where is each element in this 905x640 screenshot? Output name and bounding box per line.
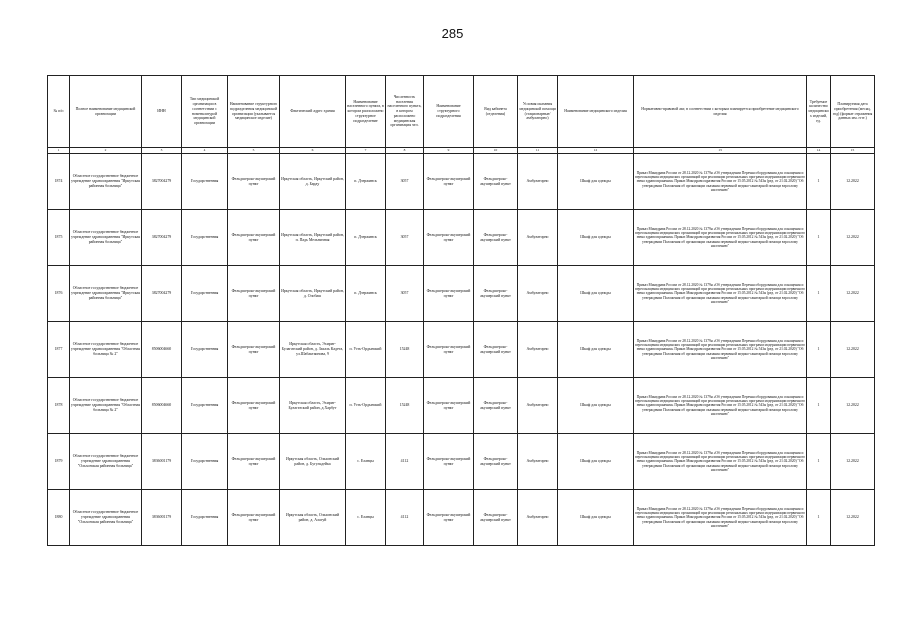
device-name: Шкаф для одежды — [558, 266, 634, 322]
unit-name: Фельдшерско-акушерский пункт — [228, 210, 280, 266]
planned-date: 12.2022 — [831, 322, 875, 378]
unit-name: Фельдшерско-акушерский пункт — [228, 490, 280, 546]
unit-name: Фельдшерско-акушерский пункт — [228, 434, 280, 490]
header-cell: Вид кабинета (отделения) — [474, 76, 518, 148]
column-number: 8 — [386, 148, 424, 154]
table-row — [48, 266, 875, 322]
address: Иркутская область, Эхирит-Булагатский район, д.Харбут — [280, 378, 346, 434]
device-name: Шкаф для одежды — [558, 210, 634, 266]
subdivision: Фельдшерско-акушерский пункт — [424, 378, 474, 434]
organization-name: Областное государственное бюджетное учреждение здравоохранения "Областная больница № 2" — [70, 322, 142, 378]
header-cell: Нормативно-правовой акт, в соответствии с которым планируется приобретение медицинского изделия — [634, 76, 807, 148]
column-number: 2 — [70, 148, 142, 154]
legal-act: Приказ Минздрава России от 28.12.2020 № 1379н «Об утверждении Перечня оборудования для оснащения и переоснащения медицинских организаций при реализации региональных программ модернизации первичного звена здравоохранения» Приказ Минздравсоцразвития России от 15.05.2012 № 543н (ред. от 21.02.2020) "Об утверждении Положения об организации оказания первичной медико-санитарной помощи взрослому населению" — [634, 322, 807, 378]
inn: 3836001179 — [142, 434, 182, 490]
table-row — [48, 434, 875, 490]
column-number: 13 — [634, 148, 807, 154]
subdivision: Фельдшерско-акушерский пункт — [424, 266, 474, 322]
subdivision: Фельдшерско-акушерский пункт — [424, 490, 474, 546]
cabinet-type: Фельдшерско-акушерский пункт — [474, 490, 518, 546]
table-row — [48, 322, 875, 378]
population: 4112 — [386, 434, 424, 490]
row-number: 1879 — [48, 434, 70, 490]
column-number: 7 — [346, 148, 386, 154]
column-number: 10 — [474, 148, 518, 154]
header-cell: Тип медицинской организации в соответствии с номенклатурой медицинской организации — [182, 76, 228, 148]
unit-name: Фельдшерско-акушерский пункт — [228, 378, 280, 434]
column-number: 15 — [831, 148, 875, 154]
organization-name: Областное государственное бюджетное учреждение здравоохранения "Ольхонская районная больница" — [70, 490, 142, 546]
organization-type: Государственная — [182, 322, 228, 378]
quantity: 1 — [807, 322, 831, 378]
subdivision: Фельдшерско-акушерский пункт — [424, 210, 474, 266]
planned-date: 12.2022 — [831, 434, 875, 490]
header-cell: Полное наименование медицинской организации — [70, 76, 142, 148]
column-number: 1 — [48, 148, 70, 154]
table-row — [48, 154, 875, 210]
settlement: п. Усть-Ордынский — [346, 378, 386, 434]
unit-name: Фельдшерско-акушерский пункт — [228, 266, 280, 322]
quantity: 1 — [807, 210, 831, 266]
header-cell: Условия оказания медицинской помощи (стационарные/амбулаторно) — [518, 76, 558, 148]
column-number: 6 — [280, 148, 346, 154]
device-name: Шкаф для одежды — [558, 434, 634, 490]
inn: 3827004279 — [142, 210, 182, 266]
header-cell: № п/п — [48, 76, 70, 148]
cabinet-type: Фельдшерско-акушерский пункт — [474, 434, 518, 490]
header-cell: Численность населения населенного пункта, в котором расположено медицинская организация чел. — [386, 76, 424, 148]
settlement: п. Дзержинск — [346, 210, 386, 266]
row-number: 1877 — [48, 322, 70, 378]
population: 15248 — [386, 322, 424, 378]
settlement: п. Дзержинск — [346, 154, 386, 210]
column-number: 5 — [228, 148, 280, 154]
subdivision: Фельдшерско-акушерский пункт — [424, 322, 474, 378]
address: Иркутская область, Ольхонский район, д. Алагуй — [280, 490, 346, 546]
organization-name: Областное государственное бюджетное учреждение здравоохранения "Ольхонская районная больница" — [70, 434, 142, 490]
subdivision: Фельдшерско-акушерский пункт — [424, 154, 474, 210]
equipment-register-table — [47, 75, 875, 546]
cabinet-type: Фельдшерско-акушерский пункт — [474, 378, 518, 434]
cabinet-type: Фельдшерско-акушерский пункт — [474, 154, 518, 210]
inn: 3827004279 — [142, 266, 182, 322]
inn: 8506004660 — [142, 378, 182, 434]
legal-act: Приказ Минздрава России от 28.12.2020 № 1379н «Об утверждении Перечня оборудования для оснащения и переоснащения медицинских организаций при реализации региональных программ модернизации первичного звена здравоохранения» Приказ Минздравсоцразвития России от 15.05.2012 № 543н (ред. от 21.02.2020) "Об утверждении Положения об организации оказания первичной медико-санитарной помощи взрослому населению" — [634, 490, 807, 546]
header-cell: Наименование структурного подразделения медицинской организации (указывается медицинское изделие) — [228, 76, 280, 148]
quantity: 1 — [807, 434, 831, 490]
settlement: с. Еланцы — [346, 434, 386, 490]
table-row — [48, 210, 875, 266]
inn: 3836001179 — [142, 490, 182, 546]
table-row — [48, 490, 875, 546]
legal-act: Приказ Минздрава России от 28.12.2020 № 1379н «Об утверждении Перечня оборудования для оснащения и переоснащения медицинских организаций при реализации региональных программ модернизации первичного звена здравоохранения» Приказ Минздравсоцразвития России от 15.05.2012 № 543н (ред. от 21.02.2020) "Об утверждении Положения об организации оказания первичной медико-санитарной помощи взрослому населению" — [634, 210, 807, 266]
address: Иркутская область, Иркутский район, д. Барду — [280, 154, 346, 210]
population: 3057 — [386, 210, 424, 266]
row-number: 1876 — [48, 266, 70, 322]
header-cell: Фактический адрес здания — [280, 76, 346, 148]
quantity: 1 — [807, 378, 831, 434]
subdivision: Фельдшерско-акушерский пункт — [424, 434, 474, 490]
organization-type: Государственная — [182, 210, 228, 266]
header-cell: Наименование структурного подразделения — [424, 76, 474, 148]
planned-date: 12.2022 — [831, 378, 875, 434]
column-number: 4 — [182, 148, 228, 154]
header-cell: Требуемое количество медицинских изделий, ед. — [807, 76, 831, 148]
organization-name: Областное государственное бюджетное учреждение здравоохранения "Областная больница № 2" — [70, 378, 142, 434]
care-conditions: Амбулаторно — [518, 378, 558, 434]
header-row — [48, 76, 875, 148]
planned-date: 12.2022 — [831, 490, 875, 546]
header-cell: Наименование населенного пункта, в котором расположено структурное подразделение — [346, 76, 386, 148]
device-name: Шкаф для одежды — [558, 378, 634, 434]
address: Иркутская область, Иркутский район, д. Олобаш — [280, 266, 346, 322]
care-conditions: Амбулаторно — [518, 490, 558, 546]
column-number: 14 — [807, 148, 831, 154]
column-number: 3 — [142, 148, 182, 154]
inn: 8506004660 — [142, 322, 182, 378]
unit-name: Фельдшерско-акушерский пункт — [228, 322, 280, 378]
row-number: 1874 — [48, 154, 70, 210]
device-name: Шкаф для одежды — [558, 490, 634, 546]
settlement: п. Дзержинск — [346, 266, 386, 322]
column-number: 9 — [424, 148, 474, 154]
column-number: 11 — [518, 148, 558, 154]
organization-type: Государственная — [182, 154, 228, 210]
row-number: 1875 — [48, 210, 70, 266]
organization-name: Областное государственное бюджетное учреждение здравоохранения "Иркутская районная больница" — [70, 210, 142, 266]
settlement: п. Усть-Ордынский — [346, 322, 386, 378]
population: 4112 — [386, 490, 424, 546]
page-number: 285 — [441, 26, 464, 41]
address: Иркутская область, Эхирит-Булагатский район, д. Захаль Кадета, ул.Шабактаинова, 9 — [280, 322, 346, 378]
settlement: с. Еланцы — [346, 490, 386, 546]
quantity: 1 — [807, 490, 831, 546]
unit-name: Фельдшерско-акушерский пункт — [228, 154, 280, 210]
cabinet-type: Фельдшерско-акушерский пункт — [474, 266, 518, 322]
inn: 3827004279 — [142, 154, 182, 210]
planned-date: 12.2022 — [831, 210, 875, 266]
header-cell: Наименование медицинского изделия — [558, 76, 634, 148]
organization-type: Государственная — [182, 490, 228, 546]
legal-act: Приказ Минздрава России от 28.12.2020 № 1379н «Об утверждении Перечня оборудования для оснащения и переоснащения медицинских организаций при реализации региональных программ модернизации первичного звена здравоохранения» Приказ Минздравсоцразвития России от 15.05.2012 № 543н (ред. от 21.02.2020) "Об утверждении Положения об организации оказания первичной медико-санитарной помощи взрослому населению" — [634, 266, 807, 322]
table-row — [48, 378, 875, 434]
quantity: 1 — [807, 266, 831, 322]
population: 3057 — [386, 266, 424, 322]
organization-type: Государственная — [182, 378, 228, 434]
care-conditions: Амбулаторно — [518, 434, 558, 490]
population: 3057 — [386, 154, 424, 210]
device-name: Шкаф для одежды — [558, 154, 634, 210]
legal-act: Приказ Минздрава России от 28.12.2020 № 1379н «Об утверждении Перечня оборудования для оснащения и переоснащения медицинских организаций при реализации региональных программ модернизации первичного звена здравоохранения» Приказ Минздравсоцразвития России от 15.05.2012 № 543н (ред. от 21.02.2020) "Об утверждении Положения об организации оказания первичной медико-санитарной помощи взрослому населению" — [634, 378, 807, 434]
planned-date: 12.2022 — [831, 266, 875, 322]
organization-name: Областное государственное бюджетное учреждение здравоохранения "Иркутская районная больница" — [70, 266, 142, 322]
legal-act: Приказ Минздрава России от 28.12.2020 № 1379н «Об утверждении Перечня оборудования для оснащения и переоснащения медицинских организаций при реализации региональных программ модернизации первичного звена здравоохранения» Приказ Минздравсоцразвития России от 15.05.2012 № 543н (ред. от 21.02.2020) "Об утверждении Положения об организации оказания первичной медико-санитарной помощи взрослому населению" — [634, 154, 807, 210]
care-conditions: Амбулаторно — [518, 322, 558, 378]
cabinet-type: Фельдшерско-акушерский пункт — [474, 322, 518, 378]
cabinet-type: Фельдшерско-акушерский пункт — [474, 210, 518, 266]
row-number: 1880 — [48, 490, 70, 546]
organization-name: Областное государственное бюджетное учреждение здравоохранения "Иркутская районная больница" — [70, 154, 142, 210]
quantity: 1 — [807, 154, 831, 210]
address: Иркутская область, Ольхонский район, д. Бугульдейка — [280, 434, 346, 490]
address: Иркутская область, Иркутский район, п. Падь Мельничная — [280, 210, 346, 266]
column-number: 12 — [558, 148, 634, 154]
row-number: 1878 — [48, 378, 70, 434]
device-name: Шкаф для одежды — [558, 322, 634, 378]
care-conditions: Амбулаторно — [518, 266, 558, 322]
header-cell: Планируемая дата приобретения (месяц, год) (формат отражения данных мм. гггг.) — [831, 76, 875, 148]
care-conditions: Амбулаторно — [518, 154, 558, 210]
organization-type: Государственная — [182, 266, 228, 322]
care-conditions: Амбулаторно — [518, 210, 558, 266]
organization-type: Государственная — [182, 434, 228, 490]
planned-date: 12.2022 — [831, 154, 875, 210]
population: 15248 — [386, 378, 424, 434]
header-cell: ИНН — [142, 76, 182, 148]
legal-act: Приказ Минздрава России от 28.12.2020 № 1379н «Об утверждении Перечня оборудования для оснащения и переоснащения медицинских организаций при реализации региональных программ модернизации первичного звена здравоохранения» Приказ Минздравсоцразвития России от 15.05.2012 № 543н (ред. от 21.02.2020) "Об утверждении Положения об организации оказания первичной медико-санитарной помощи взрослому населению" — [634, 434, 807, 490]
